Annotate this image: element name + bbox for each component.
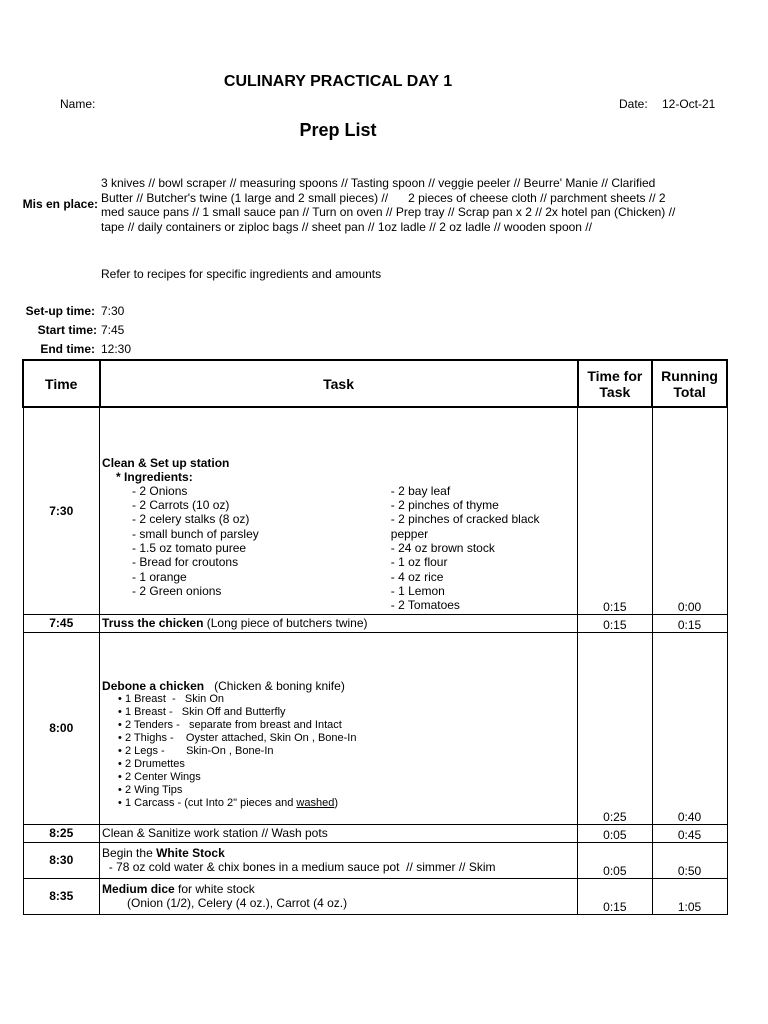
row-time: 8:35 bbox=[23, 878, 100, 914]
header-time: Time bbox=[23, 360, 100, 407]
list-item: - 1 orange bbox=[132, 569, 187, 584]
row-running-total: 1:05 bbox=[652, 878, 727, 914]
mise-line: med sauce pans // 1 small sauce pan // Turn on oven // Prep tray // Scrap pan x 2 // 2x hotel pan (Chicken) // bbox=[101, 205, 676, 219]
list-item: - 2 celery stalks (8 oz) bbox=[132, 512, 250, 527]
table-row bbox=[23, 842, 727, 878]
setup-time-value: 7:30 bbox=[101, 304, 125, 318]
task-title: Clean & Set up station bbox=[102, 455, 230, 470]
list-item: • 2 Thighs - Oyster attached, Skin On , Bone-In bbox=[118, 732, 575, 745]
list-item: - 2 pinches of cracked black pepper bbox=[390, 512, 540, 541]
row-duration: 0:15 bbox=[578, 878, 653, 914]
row-running-total: 0:15 bbox=[652, 614, 727, 632]
list-item: • 1 Breast - Skin On bbox=[118, 693, 575, 706]
carcass-text: 1 Carcass - (cut Into 2" pieces and bbox=[124, 796, 297, 809]
list-item: - 2 pinches of thyme bbox=[390, 498, 499, 513]
page-subtitle: Prep List bbox=[299, 120, 377, 140]
end-time-value: 12:30 bbox=[101, 342, 132, 356]
end-time-label: End time: bbox=[40, 342, 95, 356]
task-title: Debone a chicken bbox=[102, 678, 205, 693]
task-detail-line: (Onion (1/2), Celery (4 oz.), Carrot (4 oz.) bbox=[127, 896, 348, 910]
list-item: - 2 bay leaf bbox=[390, 483, 451, 498]
table-row bbox=[23, 878, 727, 914]
row-time: 7:30 bbox=[23, 407, 100, 614]
header-running-total: Running Total bbox=[652, 360, 727, 407]
list-item: - Bread for croutons bbox=[132, 555, 239, 570]
task-title: Truss the chicken bbox=[102, 616, 204, 630]
list-item: - 2 Carrots (10 oz) bbox=[132, 498, 230, 513]
list-item: • 2 Center Wings bbox=[118, 771, 575, 784]
list-item: • 2 Tenders - separate from breast and Intact bbox=[118, 719, 575, 732]
list-item: - 1 Lemon bbox=[390, 583, 445, 598]
row-running-total: 0:45 bbox=[652, 824, 727, 842]
row-task bbox=[100, 878, 578, 914]
row-time: 8:00 bbox=[23, 632, 100, 824]
table-header-row bbox=[23, 360, 727, 407]
header-time-for-task: Time for Task bbox=[578, 360, 653, 407]
start-time-value: 7:45 bbox=[101, 323, 125, 337]
list-item: - 4 oz rice bbox=[390, 569, 444, 584]
header-task: Task bbox=[100, 360, 578, 407]
name-label: Name: bbox=[60, 97, 96, 111]
mise-line: 3 knives // bowl scraper // measuring spoons // Tasting spoon // veggie peeler // Beurre' Manie // Clarified bbox=[101, 176, 656, 190]
row-duration: 0:15 bbox=[578, 614, 653, 632]
list-item: - 2 Green onions bbox=[132, 583, 222, 598]
row-duration: 0:15 bbox=[578, 407, 653, 614]
row-task bbox=[100, 632, 578, 824]
page-title: CULINARY PRACTICAL DAY 1 bbox=[223, 73, 453, 90]
table-row bbox=[23, 614, 727, 632]
task-detail: (Long piece of butchers twine) bbox=[203, 616, 368, 630]
row-duration: 0:25 bbox=[578, 632, 653, 824]
ingredients-label: * Ingredients: bbox=[116, 469, 193, 484]
mise-list bbox=[101, 176, 721, 234]
task-detail: for white stock bbox=[174, 882, 255, 896]
table-row bbox=[23, 824, 727, 842]
mise-line: Butter // Butcher's twine (1 large and 2 small pieces) // 2 pieces of cheese cloth // parchment sheets // 2 bbox=[101, 190, 666, 205]
list-item: - 1.5 oz tomato puree bbox=[132, 541, 247, 556]
row-task bbox=[100, 614, 578, 632]
row-task bbox=[100, 407, 578, 614]
list-item: - small bunch of parsley bbox=[132, 526, 259, 541]
row-running-total: 0:40 bbox=[652, 632, 727, 824]
list-item: • 1 Breast - Skin Off and Butterfly bbox=[118, 706, 575, 719]
row-time: 8:30 bbox=[23, 842, 100, 878]
row-running-total: 0:00 bbox=[652, 407, 727, 614]
row-task: Clean & Sanitize work station // Wash pots bbox=[100, 824, 578, 842]
task-detail: (Chicken & boning knife) bbox=[204, 678, 345, 693]
carcass-underlined: washed bbox=[296, 796, 335, 809]
recipe-note: Refer to recipes for specific ingredients and amounts bbox=[101, 267, 382, 281]
date-value: 12-Oct-21 bbox=[662, 97, 716, 111]
date-label: Date: bbox=[619, 97, 648, 111]
chicken-parts-list bbox=[102, 693, 575, 810]
list-item: • 2 Wing Tips bbox=[118, 784, 575, 797]
list-item: - 2 Tomatoes bbox=[390, 598, 460, 613]
start-time-label: Start time: bbox=[37, 323, 97, 337]
row-duration: 0:05 bbox=[578, 824, 653, 842]
task-detail: - 78 oz cold water & chix bones in a medium sauce pot // simmer // Skim bbox=[102, 860, 496, 874]
row-running-total: 0:50 bbox=[652, 842, 727, 878]
setup-time-label: Set-up time: bbox=[25, 304, 95, 318]
carcass-close: ) bbox=[334, 796, 338, 809]
task-prefix: Begin the bbox=[102, 846, 157, 860]
list-item: • 2 Drumettes bbox=[118, 758, 575, 771]
row-duration: 0:05 bbox=[578, 842, 653, 878]
row-time: 8:25 bbox=[23, 824, 100, 842]
prep-table bbox=[22, 359, 728, 915]
task-title: Medium dice bbox=[102, 882, 175, 896]
row-time: 7:45 bbox=[23, 614, 100, 632]
mise-label: Mis en place: bbox=[22, 197, 98, 211]
task-title: White Stock bbox=[156, 846, 225, 860]
table-row bbox=[23, 407, 727, 614]
list-item: - 1 oz flour bbox=[390, 555, 448, 570]
list-item: • 2 Legs - Skin-On , Bone-In bbox=[118, 745, 575, 758]
row-task bbox=[100, 842, 578, 878]
ingredients-list bbox=[102, 484, 575, 613]
list-item: - 24 oz brown stock bbox=[390, 541, 495, 556]
list-item: - 2 Onions bbox=[132, 483, 188, 498]
table-row bbox=[23, 632, 727, 824]
list-item bbox=[118, 797, 575, 810]
mise-line: tape // daily containers or ziploc bags // sheet pan // 1oz ladle // 2 oz ladle // wooden spoon // bbox=[101, 219, 592, 234]
